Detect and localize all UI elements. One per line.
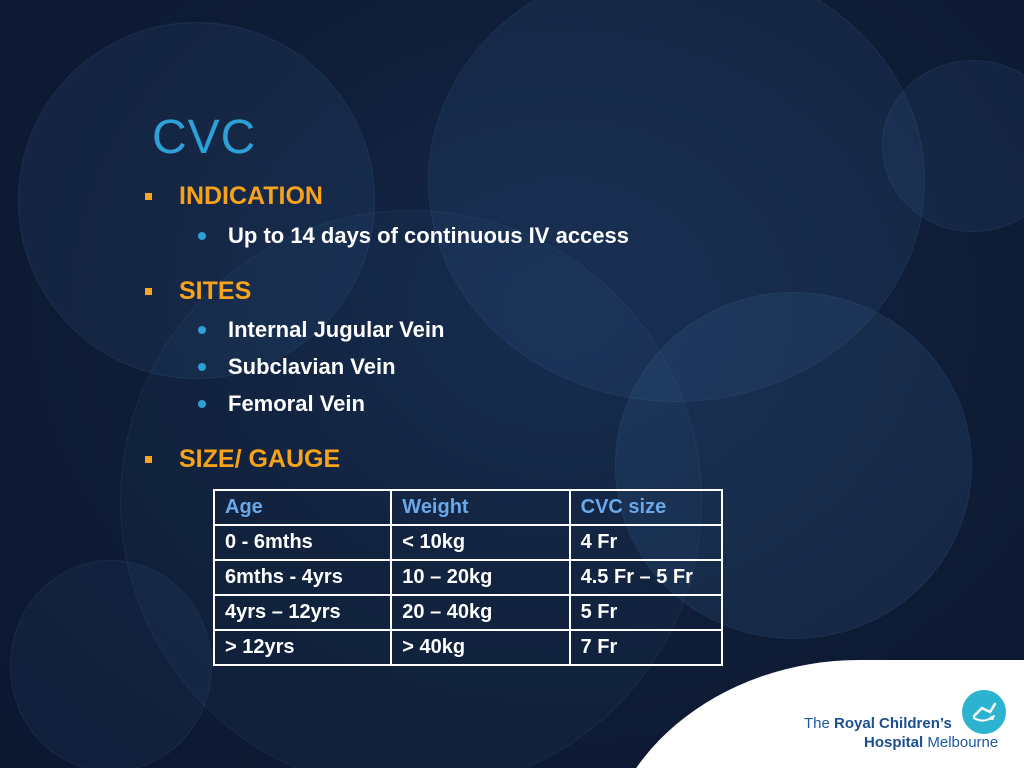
cvc-size-table [213,489,723,666]
list-item-label: Internal Jugular Vein [228,317,445,342]
table-cell: 20 – 40kg [391,595,569,630]
list-item-label: Subclavian Vein [228,354,396,379]
table-cell: 6mths - 4yrs [214,560,391,595]
table-cell: > 12yrs [214,630,391,665]
table-cell: 0 - 6mths [214,525,391,560]
column-header-cvc-size: CVC size [570,490,722,525]
dot-bullet-icon [198,232,206,240]
decorative-circle [10,560,212,768]
logo-royal-childrens: Royal Children’s [834,715,952,732]
slide-title: CVC [152,111,257,164]
square-bullet-icon [145,456,152,463]
dot-bullet-icon [198,400,206,408]
list-item [198,354,396,380]
section-heading-size-gauge [145,445,340,474]
list-item-label: Femoral Vein [228,391,365,416]
list-item [198,391,365,417]
table-cell: 4.5 Fr – 5 Fr [570,560,722,595]
list-item-label: Up to 14 days of continuous IV access [228,223,629,248]
column-header-age: Age [214,490,391,525]
logo-line-1 [804,715,952,732]
table-cell: 10 – 20kg [391,560,569,595]
logo-mark-icon-svg [962,690,1006,734]
logo-the: The [804,715,830,732]
logo-line-2 [864,734,998,751]
section-heading-label: SITES [179,277,252,305]
column-header-weight: Weight [391,490,569,525]
table-header-row [214,490,722,525]
square-bullet-icon [145,193,152,200]
section-heading-indication [145,182,323,211]
logo-melbourne: Melbourne [927,734,999,751]
table-cell: < 10kg [391,525,569,560]
table-row [214,630,722,665]
dot-bullet-icon [198,363,206,371]
dot-bullet-icon [198,326,206,334]
table-row [214,560,722,595]
logo-mark-icon [962,690,1006,734]
section-heading-sites [145,277,251,306]
square-bullet-icon [145,288,152,295]
table-cell: 5 Fr [570,595,722,630]
hospital-logo [804,690,1014,760]
table-cell: 4 Fr [570,525,722,560]
table-cell: 4yrs – 12yrs [214,595,391,630]
table-row [214,525,722,560]
section-heading-label: INDICATION [179,182,323,210]
logo-hospital: Hospital [864,734,924,751]
list-item [198,223,629,249]
table-cell: > 40kg [391,630,569,665]
table-row [214,595,722,630]
list-item [198,317,444,343]
section-heading-label: SIZE/ GAUGE [179,445,341,473]
table-cell: 7 Fr [570,630,722,665]
